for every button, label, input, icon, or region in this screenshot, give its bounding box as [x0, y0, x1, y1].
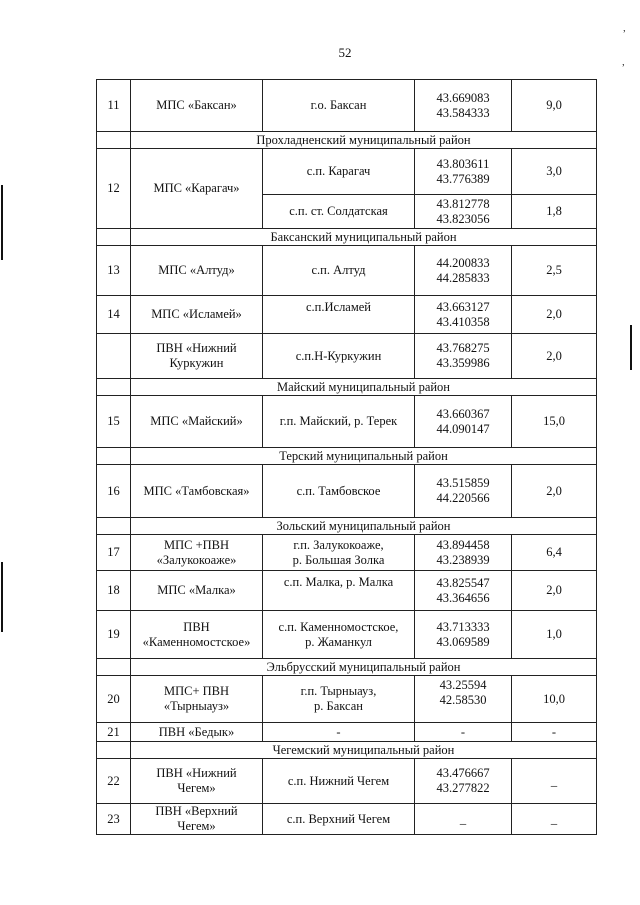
location-cell: г.о. Баксан	[263, 80, 415, 132]
value-cell: _	[512, 804, 597, 835]
table-row	[97, 535, 597, 571]
value-cell: 2,5	[512, 246, 597, 296]
coordinates-cell: 44.200833 44.285833	[415, 246, 512, 296]
margin-mark: ,	[622, 56, 625, 68]
table-row	[97, 759, 597, 804]
value-cell: 1,8	[512, 195, 597, 229]
row-number-cell: 13	[97, 246, 131, 296]
value-cell: 1,0	[512, 611, 597, 659]
row-number-cell: 21	[97, 723, 131, 742]
location-cell: с.п. Тамбовское	[263, 465, 415, 518]
section-header: Чегемский муниципальный район	[131, 742, 597, 759]
row-number-cell: 18	[97, 571, 131, 611]
location-cell: -	[263, 723, 415, 742]
row-number-cell: 14	[97, 296, 131, 334]
table-row	[97, 296, 597, 334]
table-row	[97, 465, 597, 518]
section-header: Майский муниципальный район	[131, 379, 597, 396]
row-number-cell	[97, 334, 131, 379]
section-header: Терский муниципальный район	[131, 448, 597, 465]
coordinates-cell: 43.660367 44.090147	[415, 396, 512, 448]
location-cell: с.п. ст. Солдатская	[263, 195, 415, 229]
facility-name-cell: ПВН «Верхний Чегем»	[131, 804, 263, 835]
table-row	[97, 246, 597, 296]
coordinates-cell: 43.803611 43.776389	[415, 149, 512, 195]
table-row	[97, 149, 597, 195]
scan-edge-line	[630, 325, 632, 370]
section-header: Зольский муниципальный район	[131, 518, 597, 535]
facility-name-cell: МПС «Тамбовская»	[131, 465, 263, 518]
facility-name-cell: МПС «Исламей»	[131, 296, 263, 334]
coordinates-cell: 43.476667 43.277822	[415, 759, 512, 804]
location-cell: с.п. Алтуд	[263, 246, 415, 296]
coordinates-cell: 43.713333 43.069589	[415, 611, 512, 659]
facility-name-cell: ПВН «Нижний Куркужин	[131, 334, 263, 379]
coordinates-cell: -	[415, 723, 512, 742]
coordinates-cell: _	[415, 804, 512, 835]
table-row	[97, 804, 597, 835]
location-cell: г.п. Залукокоаже, р. Большая Золка	[263, 535, 415, 571]
scan-edge-line	[1, 185, 3, 260]
row-number-cell: 19	[97, 611, 131, 659]
section-header-row	[97, 229, 597, 246]
margin-mark: ,	[623, 22, 626, 34]
section-header-row	[97, 659, 597, 676]
value-cell: 2,0	[512, 465, 597, 518]
coordinates-cell: 43.768275 43.359986	[415, 334, 512, 379]
section-header-row	[97, 132, 597, 149]
table-row	[97, 676, 597, 723]
row-number-cell: 15	[97, 396, 131, 448]
facility-name-cell: МПС «Майский»	[131, 396, 263, 448]
section-header-row	[97, 379, 597, 396]
location-cell: г.п. Майский, р. Терек	[263, 396, 415, 448]
facility-name-cell: МПС +ПВН «Залукокоаже»	[131, 535, 263, 571]
location-cell: г.п. Тырныауз, р. Баксан	[263, 676, 415, 723]
facility-name-cell: МПС+ ПВН «Тырныауз»	[131, 676, 263, 723]
table-row	[97, 396, 597, 448]
value-cell: 2,0	[512, 334, 597, 379]
coordinates-cell: 43.825547 43.364656	[415, 571, 512, 611]
row-number-cell: 12	[97, 149, 131, 229]
value-cell: -	[512, 723, 597, 742]
facility-name-cell: МПС «Алтуд»	[131, 246, 263, 296]
row-number-cell: 16	[97, 465, 131, 518]
section-header: Прохладненский муниципальный район	[131, 132, 597, 149]
row-number-cell: 20	[97, 676, 131, 723]
coordinates-cell: 43.515859 44.220566	[415, 465, 512, 518]
page-number: 52	[338, 45, 352, 60]
value-cell: 10,0	[512, 676, 597, 723]
location-cell: с.п. Верхний Чегем	[263, 804, 415, 835]
facility-name-cell: ПВН «Бедык»	[131, 723, 263, 742]
value-cell: _	[512, 759, 597, 804]
facility-name-cell: МПС «Баксан»	[131, 80, 263, 132]
value-cell: 15,0	[512, 396, 597, 448]
section-header-row	[97, 448, 597, 465]
facility-name-cell: МПС «Карагач»	[131, 149, 263, 229]
coordinates-cell: 43.894458 43.238939	[415, 535, 512, 571]
facility-name-cell: ПВН «Каменномостское»	[131, 611, 263, 659]
coordinates-cell: 43.663127 43.410358	[415, 296, 512, 334]
coordinates-cell: 43.669083 43.584333	[415, 80, 512, 132]
facility-name-cell: ПВН «Нижний Чегем»	[131, 759, 263, 804]
location-cell: с.п. Нижний Чегем	[263, 759, 415, 804]
data-table	[96, 79, 597, 835]
value-cell: 9,0	[512, 80, 597, 132]
value-cell: 2,0	[512, 571, 597, 611]
table-row	[97, 80, 597, 132]
section-header-row	[97, 742, 597, 759]
row-number-cell: 11	[97, 80, 131, 132]
table-row	[97, 334, 597, 379]
section-header: Эльбрусский муниципальный район	[131, 659, 597, 676]
value-cell: 3,0	[512, 149, 597, 195]
row-number-cell: 22	[97, 759, 131, 804]
facility-name-cell: МПС «Малка»	[131, 571, 263, 611]
location-cell: с.п. Малка, р. Малка	[263, 571, 415, 611]
value-cell: 2,0	[512, 296, 597, 334]
coordinates-cell: 43.25594 42.58530	[415, 676, 512, 723]
row-number-cell: 23	[97, 804, 131, 835]
table-row	[97, 611, 597, 659]
row-number-cell: 17	[97, 535, 131, 571]
value-cell: 6,4	[512, 535, 597, 571]
section-header-row	[97, 518, 597, 535]
location-cell: с.п. Каменномостское, р. Жаманкул	[263, 611, 415, 659]
location-cell: с.п.Исламей	[263, 296, 415, 334]
location-cell: с.п.Н-Куркужин	[263, 334, 415, 379]
scan-edge-line	[1, 562, 3, 632]
table-row	[97, 571, 597, 611]
table-row	[97, 723, 597, 742]
section-header: Баксанский муниципальный район	[131, 229, 597, 246]
location-cell: с.п. Карагач	[263, 149, 415, 195]
coordinates-cell: 43.812778 43.823056	[415, 195, 512, 229]
